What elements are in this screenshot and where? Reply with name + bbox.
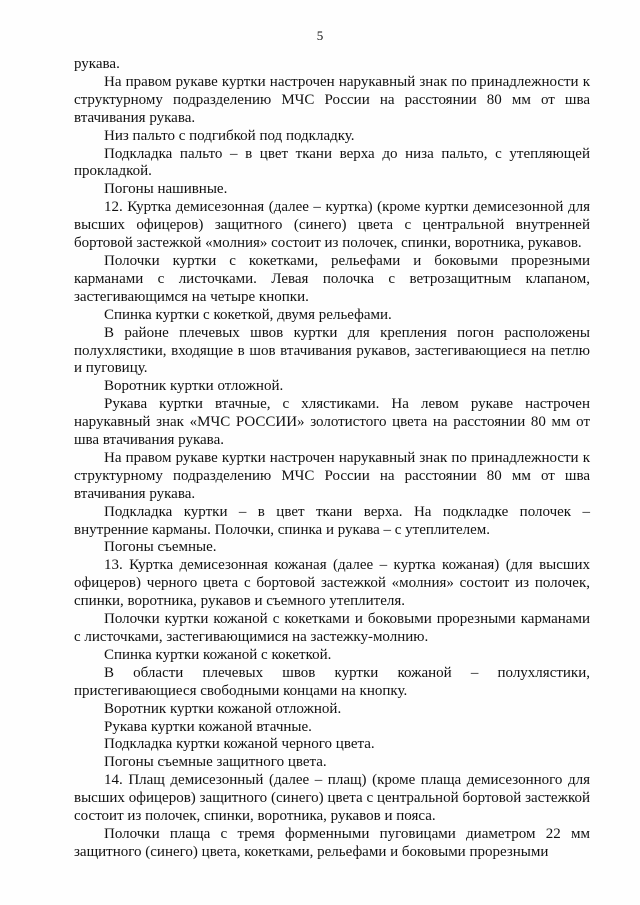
paragraph: Полочки плаща с тремя форменными пуговицами диаметром 22 мм защитного (синего) цвета, кокетками, рельефами и боковыми прорезными	[74, 825, 590, 860]
paragraph: 14. Плащ демисезонный (далее – плащ) (кроме плаща демисезонного для высших офицеров) защитного (синего) цвета с центральной бортовой застежкой состоит из полочек, спинки, воротника, рукавов и пояса.	[74, 772, 590, 825]
paragraph: Низ пальто с подгибкой под подкладку.	[104, 127, 355, 144]
paragraph: В области плечевых швов куртки кожаной – полухлястики, пристегивающиеся свободными концами на кнопку.	[74, 664, 590, 699]
paragraph: Спинка куртки кожаной с кокеткой.	[104, 646, 332, 663]
paragraph: Погоны съемные защитного цвета.	[104, 754, 327, 771]
paragraph: 12. Куртка демисезонная (далее – куртка) (кроме куртки демисезонной для высших офицеров) защитного (синего) цвета с центральной внутренней бортовой застежкой «молния» состоит из полочек, спинки, воротника, рукавов.	[74, 199, 590, 252]
paragraph: Подкладка куртки – в цвет ткани верха. На подкладке полочек – внутренние карманы. Полочки, спинка и рукава – с утеплителем.	[74, 503, 590, 538]
paragraph: Спинка куртки с кокеткой, двумя рельефами.	[104, 306, 392, 323]
paragraph: Воротник куртки кожаной отложной.	[104, 700, 342, 717]
paragraph: В районе плечевых швов куртки для крепления погон расположены полухлястики, входящие в шов втачивания рукавов, застегивающиеся на петлю и пуговицу.	[74, 324, 590, 377]
paragraph: Погоны съемные.	[104, 539, 217, 556]
paragraph: Подкладка куртки кожаной черного цвета.	[104, 736, 375, 753]
paragraph: Воротник куртки отложной.	[104, 378, 284, 395]
paragraph: рукава.	[74, 56, 120, 72]
paragraph: На правом рукаве куртки настрочен нарукавный знак по принадлежности к структурному подразделению МЧС России на расстоянии 80 мм от шва втачивания рукава.	[74, 73, 590, 126]
paragraph: Рукава куртки втачные, с хлястиками. На левом рукаве настрочен нарукавный знак «МЧС РОССИИ» золотистого цвета на расстоянии 80 мм от шва втачивания рукава.	[74, 396, 590, 449]
paragraph: 13. Куртка демисезонная кожаная (далее – куртка кожаная) (для высших офицеров) черного цвета с бортовой застежкой «молния» состоит из полочек, спинки, воротника, рукавов и съемного утеплителя.	[74, 557, 590, 610]
page-number: 5	[316, 28, 324, 43]
paragraph: Погоны нашивные.	[104, 181, 228, 198]
paragraph: Полочки куртки кожаной с кокетками и боковыми прорезными карманами с листочками, застегивающимися на застежку-молнию.	[74, 611, 590, 645]
paragraph: На правом рукаве куртки настрочен нарукавный знак по принадлежности к структурному подразделению МЧС России на расстоянии 80 мм от шва втачивания рукава.	[74, 449, 590, 502]
paragraph: Полочки куртки с кокетками, рельефами и боковыми прорезными карманами с листочками. Левая полочка с ветрозащитным клапаном, застегивающимся на четыре кнопки.	[74, 252, 590, 305]
document-body	[74, 56, 590, 862]
paragraph: Подкладка пальто – в цвет ткани верха до низа пальто, с утепляющей прокладкой.	[74, 145, 590, 180]
paragraph: Рукава куртки кожаной втачные.	[104, 718, 312, 735]
